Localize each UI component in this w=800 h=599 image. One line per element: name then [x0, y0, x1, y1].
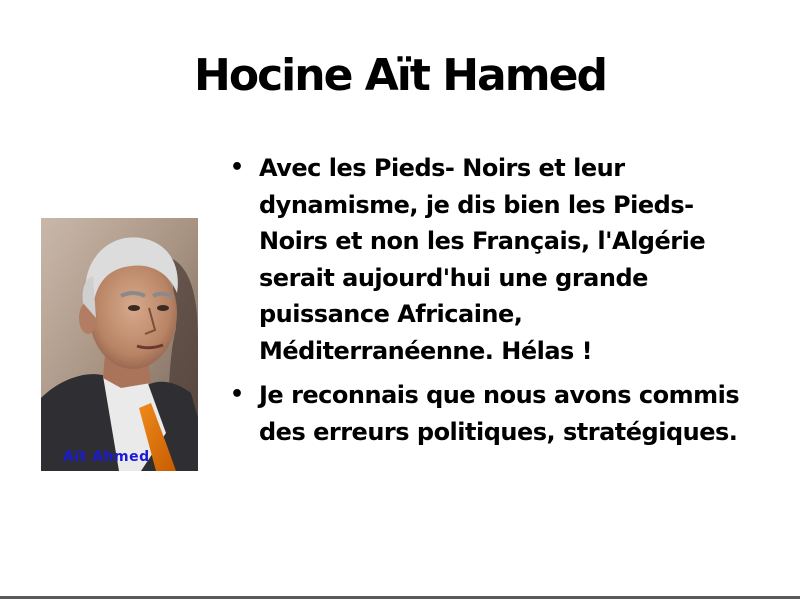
bullet-icon: •	[230, 155, 244, 180]
bullet-item	[230, 150, 760, 369]
bullet-list	[230, 150, 760, 458]
bullet-text: Je reconnais que nous avons commis des erreurs politiques, stratégiques.	[259, 381, 740, 446]
portrait-photo	[41, 218, 198, 471]
bullet-text: Avec les Pieds- Noirs et leur dynamisme, je dis bien les Pieds- Noirs et non les Français, l'Algérie serait aujourd'hui une grande puissance Africaine, Méditerranéenne. Hélas !	[259, 154, 706, 365]
bullet-icon: •	[230, 382, 244, 407]
photo-caption: Aït Ahmed	[63, 449, 150, 465]
bullet-item	[230, 377, 760, 450]
portrait-illustration	[41, 218, 198, 471]
slide-title: Hocine Aït Hamed	[194, 50, 606, 101]
